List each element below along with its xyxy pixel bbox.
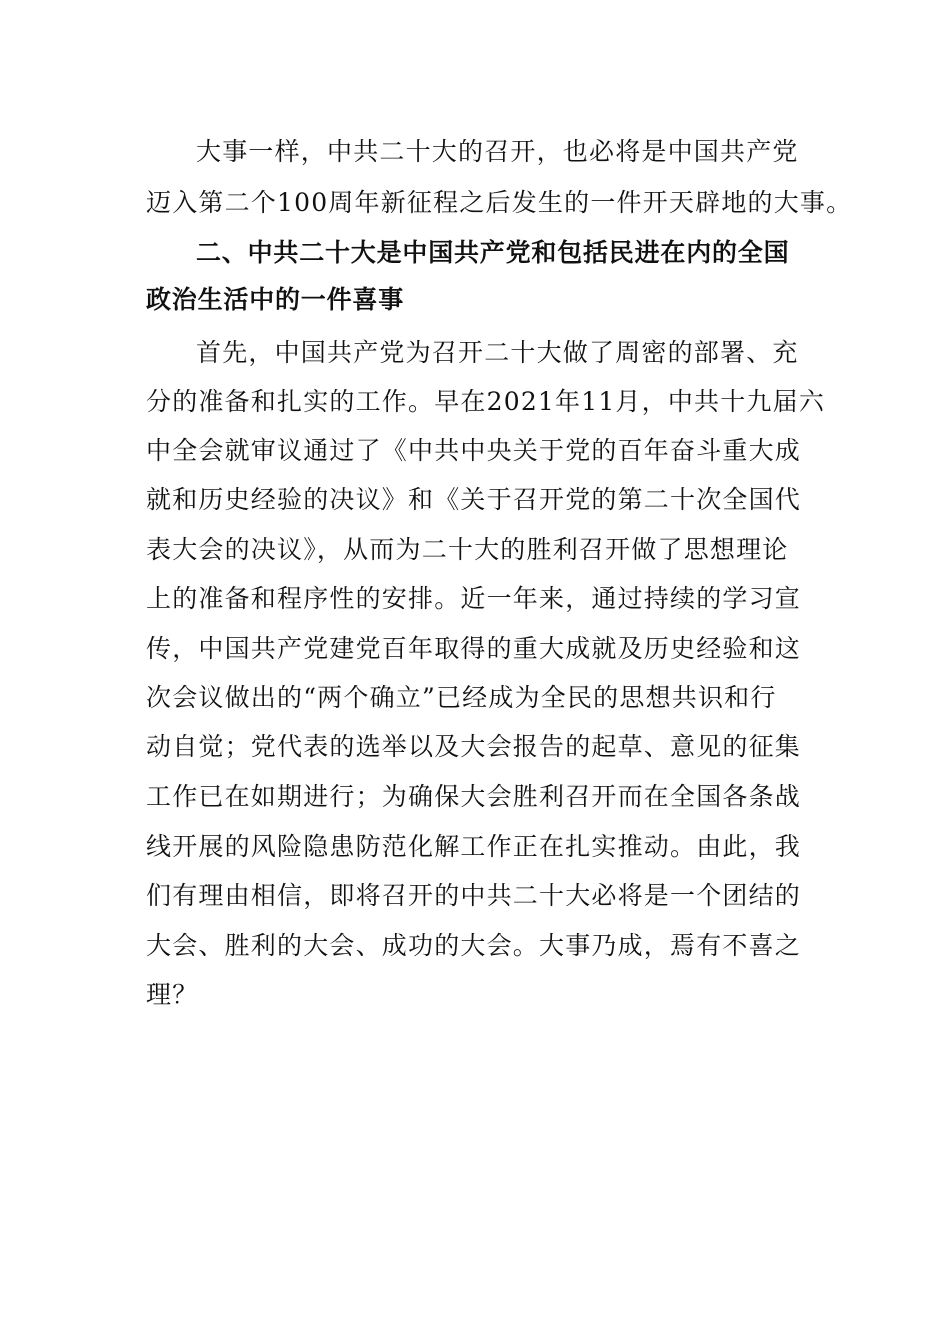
paragraph-line-4: 分的准备和扎实的工作。早在2021年11月，中共十九届六 bbox=[146, 387, 826, 416]
paragraph-line-13: 线开展的风险隐患防范化解工作正在扎实推动。由此，我 bbox=[146, 832, 802, 861]
paragraph-line-3: 首先，中国共产党为召开二十大做了周密的部署、充 bbox=[196, 338, 799, 367]
paragraph-line-9: 传，中国共产党建党百年取得的重大成就及历史经验和这 bbox=[146, 634, 802, 663]
paragraph-line-11: 动自觉；党代表的选举以及大会报告的起草、意见的征集 bbox=[146, 732, 802, 761]
paragraph-line-10: 次会议做出的“两个确立”已经成为全民的思想共识和行 bbox=[146, 683, 777, 712]
paragraph-line-1: 大事一样，中共二十大的召开，也必将是中国共产党 bbox=[196, 137, 799, 166]
paragraph-line-12: 工作已在如期进行；为确保大会胜利召开而在全国各条战 bbox=[146, 782, 802, 811]
paragraph-line-14: 们有理由相信，即将召开的中共二十大必将是一个团结的 bbox=[146, 881, 802, 910]
paragraph-line-2: 迈入第二个100周年新征程之后发生的一件开天辟地的大事。 bbox=[146, 188, 853, 217]
paragraph-line-15: 大会、胜利的大会、成功的大会。大事乃成，焉有不喜之 bbox=[146, 931, 802, 960]
paragraph-line-8: 上的准备和程序性的安排。近一年来，通过持续的学习宣 bbox=[146, 584, 802, 613]
paragraph-line-7: 表大会的决议》，从而为二十大的胜利召开做了思想理论 bbox=[146, 535, 789, 564]
section-heading-line-1: 二、中共二十大是中国共产党和包括民进在内的全国 bbox=[196, 238, 790, 267]
paragraph-line-5: 中全会就审议通过了《中共中央关于党的百年奋斗重大成 bbox=[146, 436, 802, 465]
section-heading-line-2: 政治生活中的一件喜事 bbox=[146, 285, 405, 314]
paragraph-line-6: 就和历史经验的决议》和《关于召开党的第二十次全国代 bbox=[146, 485, 802, 514]
paragraph-line-16: 理？ bbox=[146, 980, 199, 1009]
